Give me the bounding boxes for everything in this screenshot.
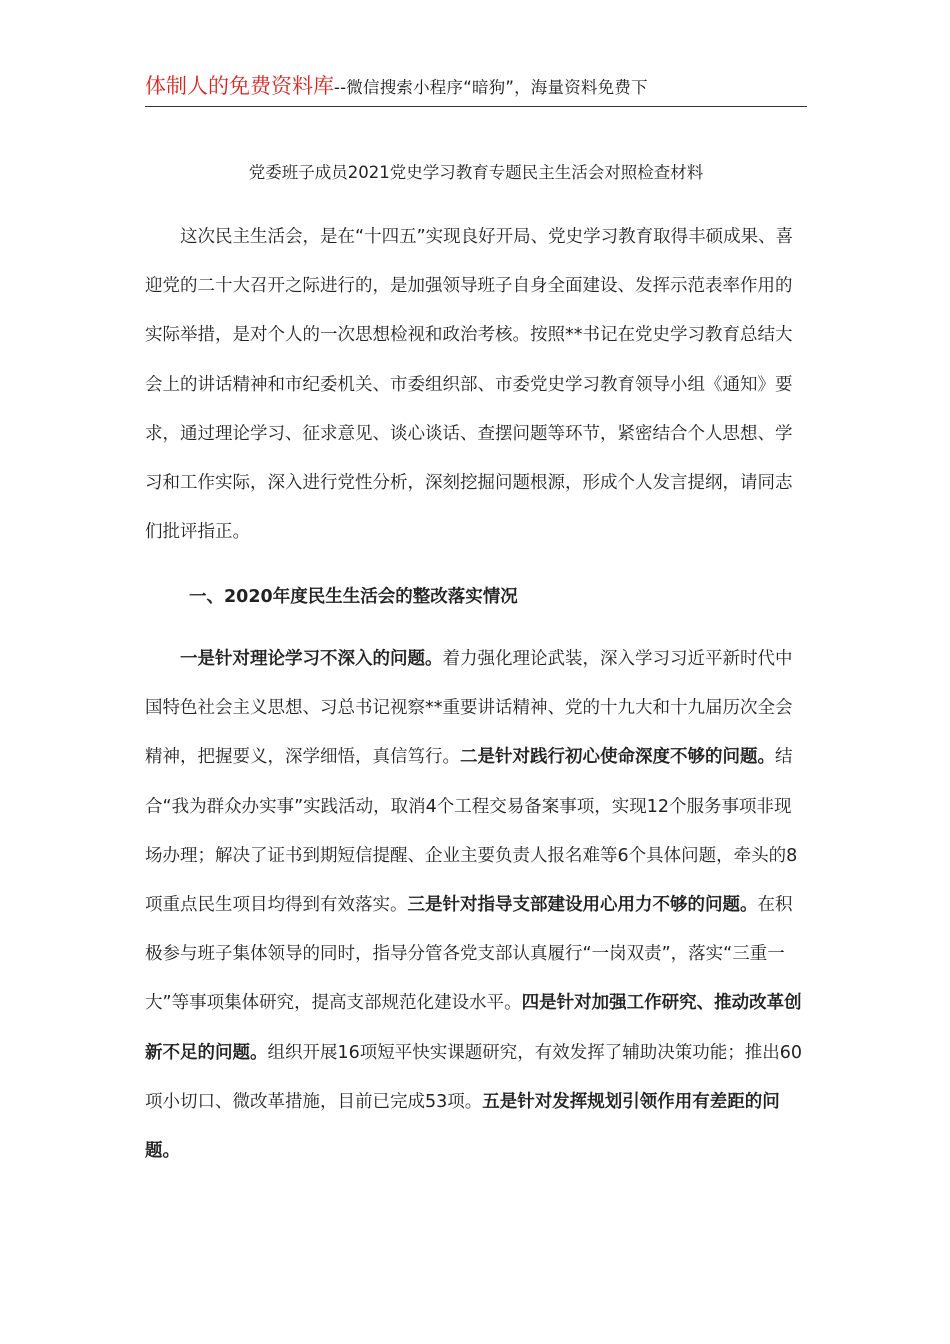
- section-body-paragraph: [145, 635, 807, 1176]
- intro-paragraph: 这次民主生活会，是在“十四五”实现良好开局、党史学习教育取得丰硕成果、喜迎党的二十大召开之际进行的，是加强领导班子自身全面建设、发挥示范表率作用的实际举措，是对个人的一次思想检视和政治考核。按照**书记在党史学习教育总结大会上的讲话精神和市纪委机关、市委组织部、市委党史学习教育领导小组《通知》要求，通过理论学习、征求意见、谈心谈话、查摆问题等环节，紧密结合个人思想、学习和工作实际，深入进行党性分析，深刻挖掘问题根源，形成个人发言提纲，请同志们批评指正。: [145, 227, 794, 543]
- item-lead: 五是针对发挥规划引领作用有差距的问题。: [145, 1091, 780, 1162]
- item-lead: 二是针对践行初心使命深度不够的问题。: [460, 747, 775, 768]
- page-header: [145, 72, 807, 107]
- item-text: 结合“我为群众办实事”实践活动，取消4个工程交易备案事项，实现12个服务事项非现场办理；解决了证书到期短信提醒、企业主要负责人报名难等6个具体问题，牵头的8项重点民生项目均得到有效落实。: [145, 747, 798, 916]
- item-text: 组织开展16项短平快实课题研究，有效发挥了辅助决策功能；推出60项小切口、微改革措施，目前已完成53项。: [145, 1042, 803, 1112]
- item-text: 在积极参与班子集体领导的同时，指导分管各党支部认真履行“一岗双责”，落实“三重一大”等事项集体研究，提高支部规范化建设水平。: [145, 895, 793, 1014]
- item-lead: 一是针对理论学习不深入的问题。: [180, 649, 443, 669]
- header-brand: 体制人的免费资料库: [145, 74, 334, 98]
- item-text: 着力强化理论武装，深入学习习近平新时代中国特色社会主义思想、习总书记视察**重要讲话精神、党的十九大和十九届历次全会精神，把握要义，深学细悟，真信笃行。: [145, 649, 793, 768]
- item-lead: 四是针对加强工作研究、推动改革创新不足的问题。: [145, 993, 802, 1063]
- header-tagline: --微信搜索小程序“暗狗”，海量资料免费下: [334, 78, 648, 97]
- document-title: 党委班子成员2021党史学习教育专题民主生活会对照检查材料: [248, 163, 704, 182]
- section-heading: 一、2020年度民生生活会的整改落实情况: [189, 587, 518, 607]
- item-lead: 三是针对指导支部建设用心用力不够的问题。: [407, 895, 758, 916]
